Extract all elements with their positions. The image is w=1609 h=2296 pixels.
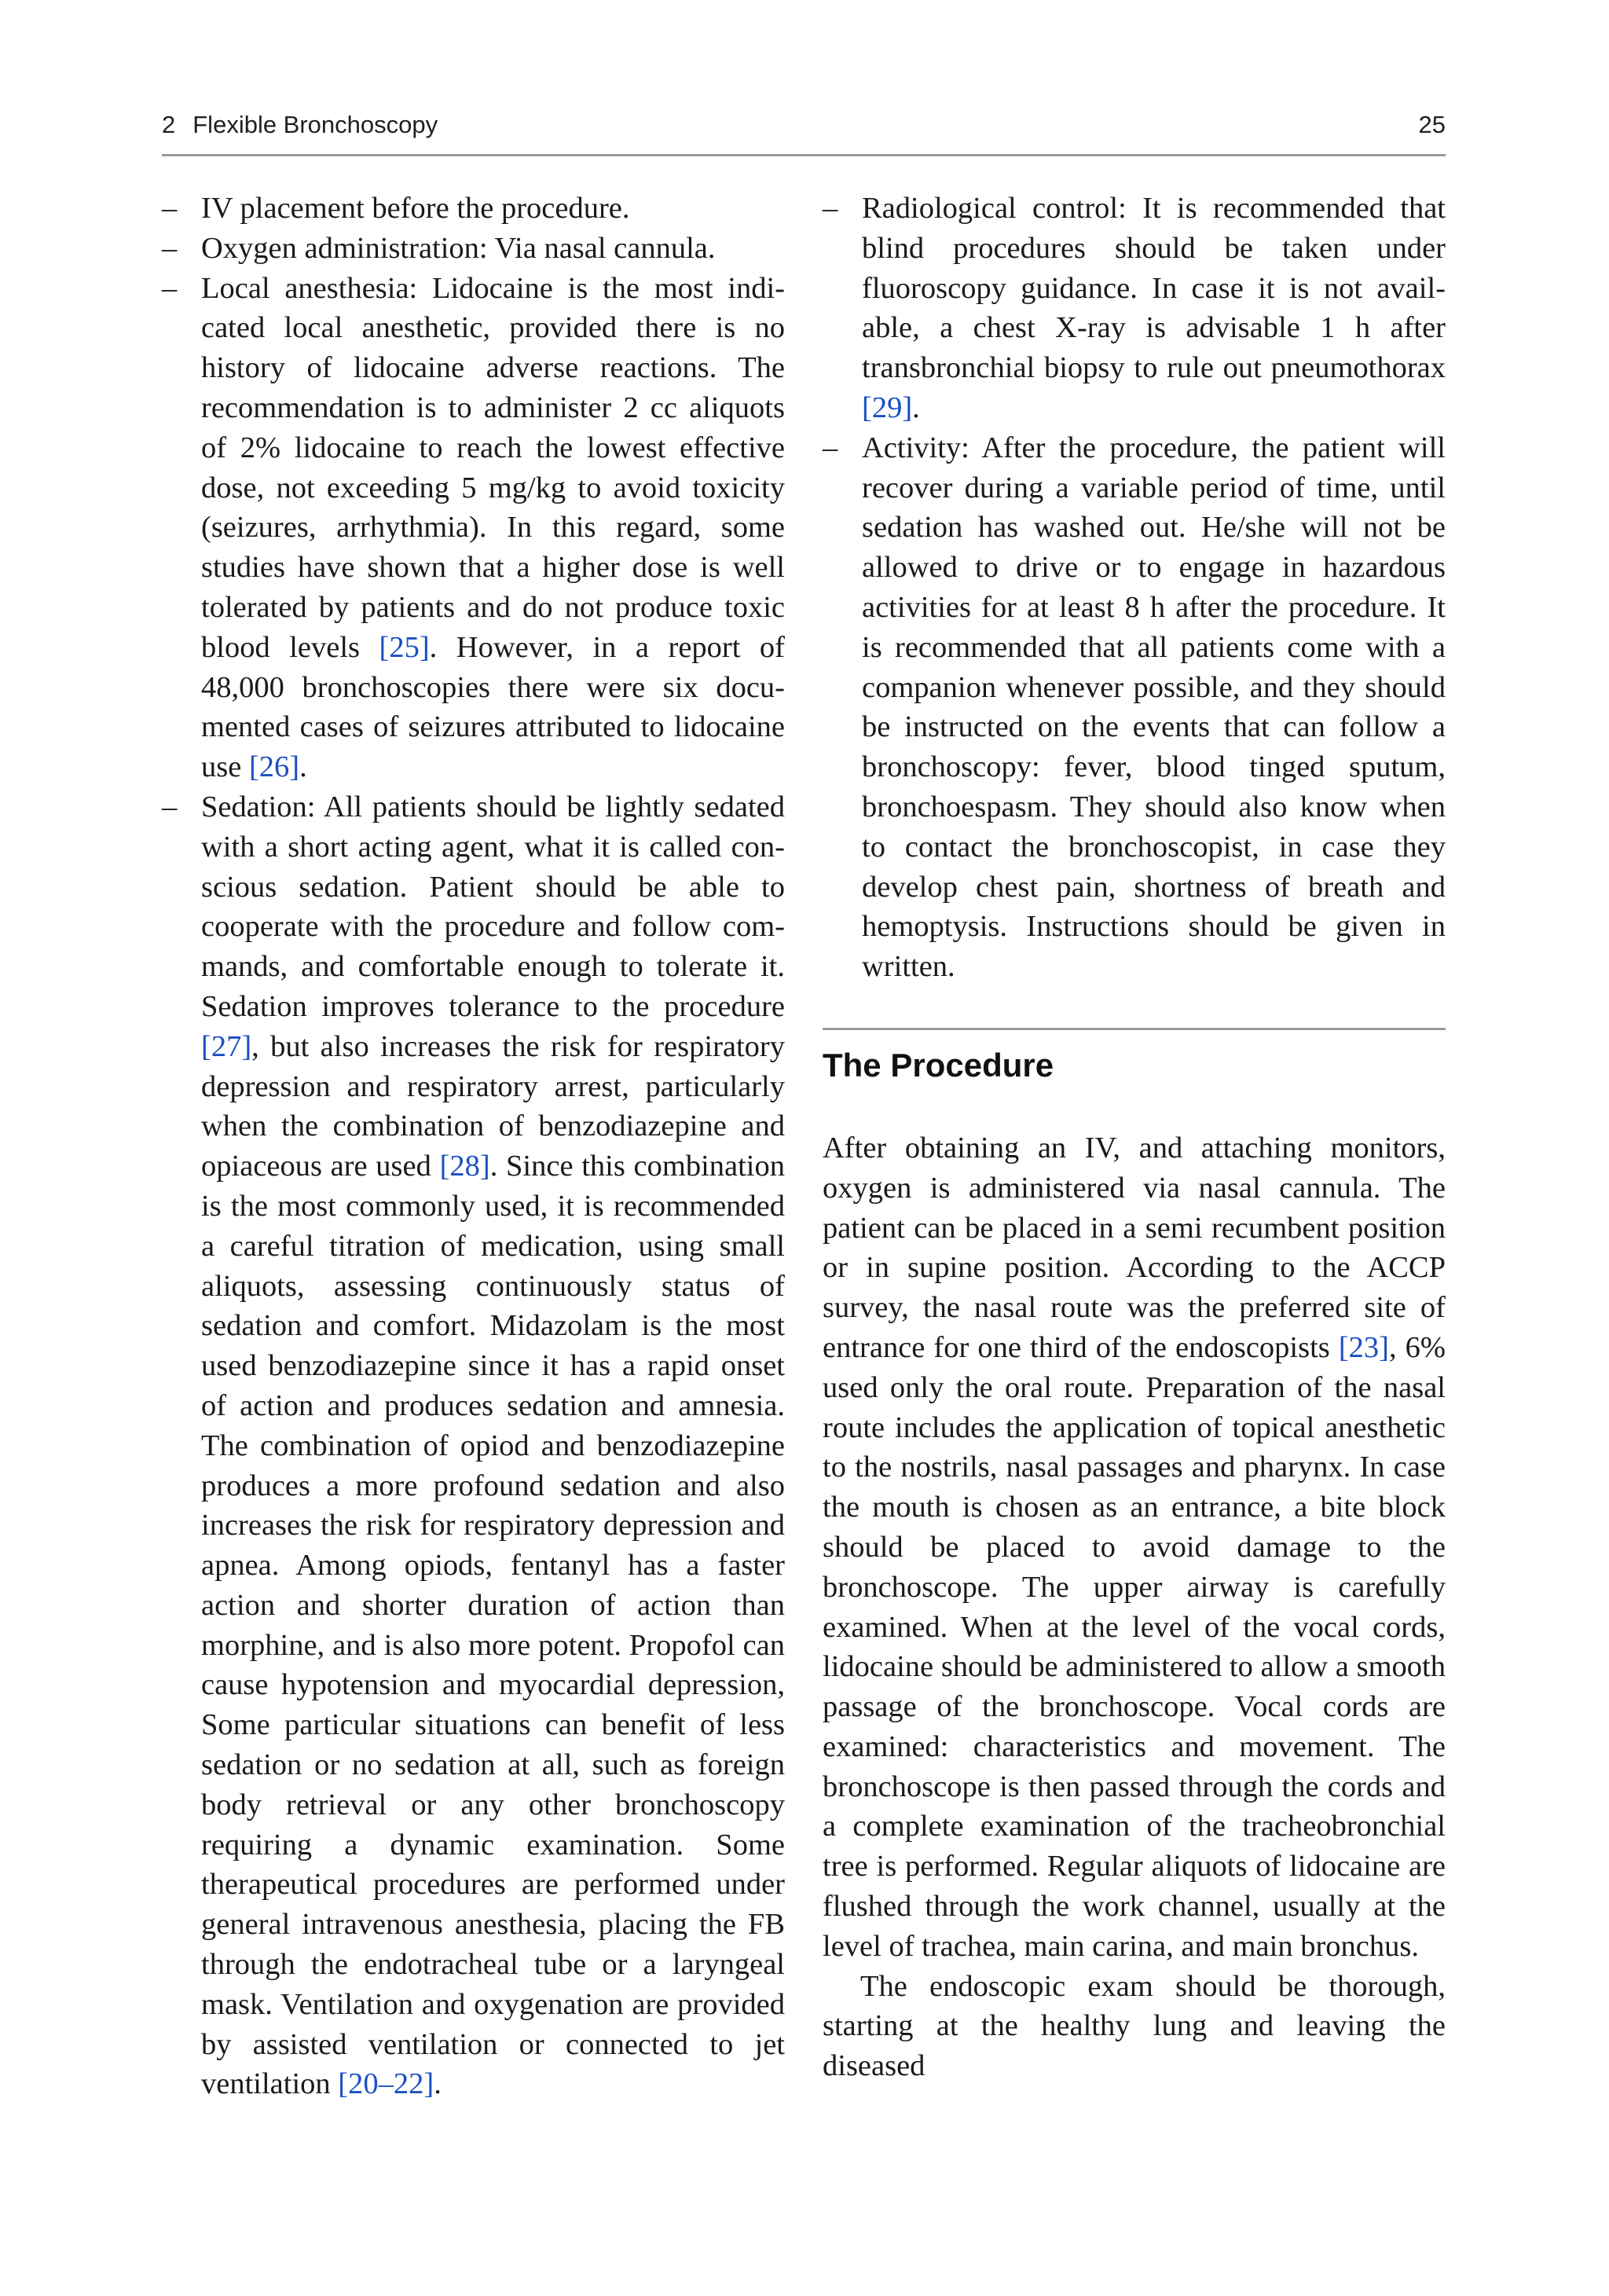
list-item-text: . Since this combination is the most commonly used, it is recommended a careful titration of medication, using small aliquots, assessing continuously status of sedation and comfort. Midazolam is the most used benzodiazepine since it has a rapid onset of action and produces sedation and amnesia. The combination of opiod and benzodiazepine produces a more profound sedation and also increases the risk for respiratory depression and apnea. Among opiods, fentanyl has a faster action and shorter duration of action than morphine, and is also more potent. Propofol can cause hypotension and myocardial depression, Some particular situations can benefit of less sedation or no sedation at all, such as foreign body retrieval or any other bronchoscopy requiring a dynamic examination. Some therapeutical procedures are performed under general intravenous anesthesia, placing the FB through the endotracheal tube or a laryngeal mask. Ventilation and oxygenation are provided by assisted ventilation or connected to jet ventilation	[201, 1150, 786, 2101]
list-item-text: Local anesthesia: Lidocaine is the most indicated local anesthetic, provided there is no history of lidocaine adverse reactions. The recommendation is to administer 2 cc aliquots of 2% lidocaine to reach the lowest effective dose, not exceeding 5 mg/kg to avoid toxicity (seizures, arrhythmia). In this regard, some studies have shown that a higher dose is well tolerated by patients and do not produce toxic blood levels	[201, 271, 785, 664]
list-item-text: IV placement before the procedure.	[201, 192, 630, 225]
list-item-text: . However, in a report of 48,000 bronchoscopies there were six documented cases of seizures attributed to lidocaine use	[201, 630, 785, 784]
page-number: 25	[1418, 111, 1446, 138]
section-rule	[823, 1028, 1446, 1030]
paragraph-endoscopic-exam: The endoscopic exam should be thorough, starting at the healthy lung and leaving the diseased	[823, 1969, 1446, 2083]
list-item-text: .	[912, 391, 920, 424]
list-item-iv-placement	[162, 189, 785, 229]
list-item-text: Activity: After the procedure, the patient will recover during a variable period of time, until sedation has washed out. He/she will not be allowed to drive or to engage in hazardous activities for at least 8 h after the procedure. It is recommended that all patients come with a companion whenever possible, and they should be instructed on the events that can follow a bronchoscopy: fever, blood tinged sputum, bronchoespasm. They should also know when to contact the bronchoscopist, in case they develop chest pain, shortness of breath and hemoptysis. Instructions should be given in written.	[862, 431, 1446, 984]
list-item-text: , but also increases the risk for respiratory depression and respiratory arrest, particularly when the combination of benzodiazepine and opiaceous are used	[201, 1029, 785, 1183]
right-column	[823, 189, 1446, 2086]
list-item-text: Radiological control: It is recommended that blind procedures should be taken under fluoroscopy guidance. In case it is not available, a chest X-ray is advisable 1 h after transbronchial biopsy to rule out pneumothorax	[862, 192, 1446, 385]
chapter-number: 2	[162, 111, 176, 138]
citation-link[interactable]: [23]	[1338, 1330, 1389, 1364]
chapter-title: Flexible Bronchoscopy	[192, 111, 438, 138]
dash-bullet: –	[162, 231, 178, 265]
list-item-oxygen	[162, 229, 785, 269]
dash-bullet: –	[162, 271, 178, 305]
list-item-text: Sedation: All patients should be lightly sedated with a short acting agent, what it is called conscious sedation. Patient should be able to cooperate with the procedure and follow commands, and comfortable enough to tolerate it. Sedation improves tolerance to the procedure	[201, 790, 785, 1023]
list-item-text: .	[299, 750, 307, 784]
list-item-radiological-control	[823, 189, 1446, 428]
paragraph-text: After obtaining an IV, and attaching monitors, oxygen is administered via nasal cannula. The patient can be placed in a semi recumbent position or in supine position. According to the ACCP survey, the nasal route was the preferred site of entrance for one third of the endoscopists	[823, 1131, 1446, 1364]
chapter-heading	[162, 111, 438, 139]
left-column	[162, 189, 785, 2104]
dash-bullet: –	[823, 192, 838, 225]
list-item-text: Oxygen administration: Via nasal cannula.	[201, 231, 716, 265]
dash-bullet: –	[162, 192, 178, 225]
citation-link[interactable]: [25]	[379, 630, 430, 664]
running-header	[162, 111, 1446, 145]
list-item-activity	[823, 428, 1446, 987]
citation-link[interactable]: [27]	[201, 1029, 252, 1063]
section-heading: The Procedure	[823, 1046, 1054, 1084]
list-item-sedation	[162, 787, 785, 2104]
citation-link[interactable]: [29]	[862, 391, 913, 424]
dash-bullet: –	[162, 790, 178, 823]
list-item-text: .	[434, 2067, 442, 2101]
citation-link[interactable]: [26]	[248, 750, 300, 784]
header-rule	[162, 154, 1446, 156]
citation-link[interactable]: [28]	[439, 1150, 490, 1183]
dash-bullet: –	[823, 431, 838, 464]
list-item-local-anesthesia	[162, 269, 785, 787]
paragraph-procedure	[823, 1128, 1446, 1967]
citation-link[interactable]: [20–22]	[338, 2067, 434, 2101]
paragraph-text: , 6% used only the oral route. Preparation of the nasal route includes the application of topical anesthetic to the nostrils, nasal passages and pharynx. In case the mouth is chosen as an entrance, a bite block should be placed to avoid damage to the bronchoscope. The upper airway is carefully examined. When at the level of the vocal cords, lidocaine should be administered to allow a smooth passage of the bronchoscope. Vocal cords are examined: characteristics and movement. The bronchoscope is then passed through the cords and a complete examination of the tracheobronchial tree is performed. Regular aliquots of lidocaine are flushed through the work channel, usually at the level of trachea, main carina, and main bronchus.	[823, 1330, 1446, 1963]
